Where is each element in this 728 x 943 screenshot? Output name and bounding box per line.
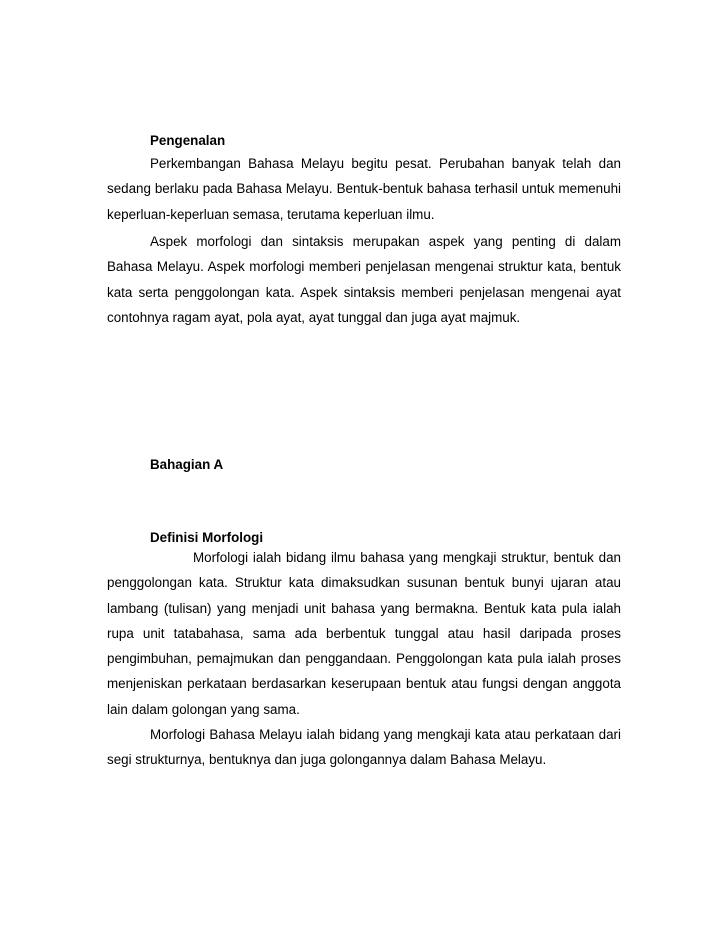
intro-paragraph-2: Aspek morfologi dan sintaksis merupakan aspek yang penting di dalam Bahasa Melayu. Aspek morfologi memberi penjelasan mengenai struktur kata, bentuk kata serta penggolongan kata. Aspek sintaksis memberi penjelasan mengenai ayat contohnya ragam ayat, pola ayat, ayat tunggal dan juga ayat majmuk. xyxy=(107,234,621,325)
definition-heading: Definisi Morfologi xyxy=(150,530,264,545)
intro-paragraph-1: Perkembangan Bahasa Melayu begitu pesat. Perubahan banyak telah dan sedang berlaku pada Bahasa Melayu. Bentuk-bentuk bahasa terhasil untuk memenuhi keperluan-keperluan semasa, terutama keperluan ilmu. xyxy=(107,156,621,222)
intro-heading: Pengenalan xyxy=(150,133,226,148)
definition-paragraph-2: Morfologi Bahasa Melayu ialah bidang yang mengkaji kata atau perkataan dari segi strukturnya, bentuknya dan juga golongannya dalam Bahasa Melayu. xyxy=(107,727,621,768)
definition-paragraph-1: Morfologi ialah bidang ilmu bahasa yang mengkaji struktur, bentuk dan penggolongan kata. Struktur kata dimaksudkan susunan bentuk bunyi ujaran atau lambang (tulisan) yang menjadi unit bahasa yang bermakna. Bentuk kata pula ialah rupa unit tatabahasa, sama ada berbentuk tunggal atau hasil daripada proses pengimbuhan, pemajmukan dan penggandaan. Penggolongan kata pula ialah proses menjeniskan perkataan berdasarkan keserupaan bentuk atau fungsi dengan anggota lain dalam golongan yang sama. xyxy=(107,550,621,717)
section-a-heading: Bahagian A xyxy=(150,457,224,472)
